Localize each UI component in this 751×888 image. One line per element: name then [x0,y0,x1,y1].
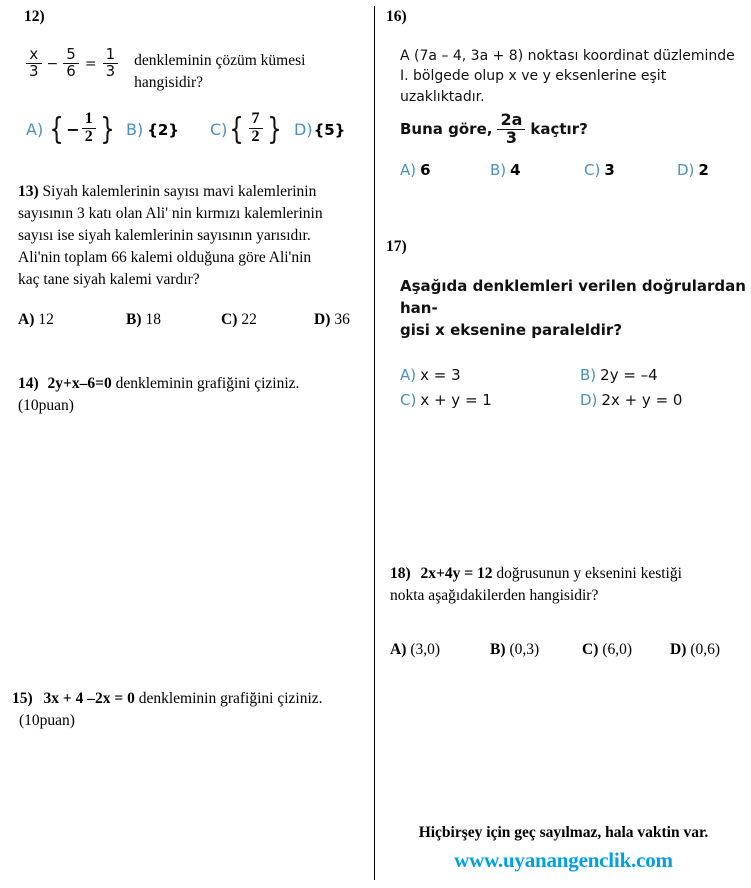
question-16-options [400,161,746,187]
option-value: 2y = –4 [600,366,658,385]
fraction-denominator: 2 [84,127,93,145]
footer-website-link[interactable]: www.uyanangenclik.com [454,848,673,872]
option-label: C) [210,119,228,139]
question-13-option-d[interactable] [314,309,350,331]
question-18-option-b[interactable] [490,639,539,661]
option-value: {2} [147,120,180,139]
option-value: (0,3) [509,641,540,658]
option-fraction [82,111,96,146]
right-column [376,0,751,888]
question-18-option-a[interactable] [390,639,440,661]
fraction-denominator: 2 [251,127,260,145]
option-label: C) [582,641,599,658]
option-value: x + y = 1 [420,391,492,410]
question-13-line-1 [18,181,366,203]
option-value: (6,0) [602,641,633,658]
question-18-option-d[interactable] [670,639,720,661]
option-label: A) [18,311,35,328]
question-15 [12,688,368,732]
fraction-5-over-6 [63,47,79,80]
fraction-numerator: 1 [82,111,96,129]
question-15-equation: 3x + 4 –2x = 0 [43,690,135,707]
question-17-number: 17) [386,238,407,255]
option-value: 2 [698,161,709,180]
option-value: {5} [313,120,346,139]
option-label: C) [221,311,238,328]
question-12-prompt [134,48,305,94]
question-16-option-c[interactable] [584,161,615,179]
question-12-equation [24,45,120,81]
left-brace-icon: { [49,111,64,147]
question-14-points: (10puan) [18,397,74,414]
question-14-equation: 2y+x–6=0 [47,375,112,392]
question-13-options [18,309,366,335]
question-15-prompt: denkleminin grafiğini çiziniz. [138,690,323,707]
question-12-option-b[interactable] [126,120,179,139]
question-12-option-d[interactable] [294,120,345,139]
option-value: 4 [510,161,521,180]
option-value: 3 [604,161,615,180]
question-14-prompt: denkleminin grafiğini çiziniz. [115,375,300,392]
question-13-text-line-2: sayısının 3 katı olan Ali' nin kırmızı kalemlerinin [18,205,323,222]
question-13-option-c[interactable] [221,309,257,331]
question-15-points: (10puan) [19,712,75,729]
fraction-numerator: 7 [249,111,263,129]
question-13-text-line-1: Siyah kalemlerinin sayısı mavi kalemlerinin [42,183,317,200]
minus-operator: − [46,56,59,73]
fraction-x-over-3 [26,47,42,80]
right-brace-icon: } [100,111,115,147]
equals-operator: = [84,56,97,73]
option-label: B) [126,120,144,139]
question-16-option-b[interactable] [490,161,521,179]
option-label: B) [126,311,142,328]
option-value: x = 3 [420,366,461,385]
question-16-option-d[interactable] [677,161,709,179]
question-14 [18,373,366,417]
option-sign: − [66,119,80,139]
question-17-option-a[interactable] [400,365,461,387]
option-label: A) [400,161,417,180]
option-value: 36 [334,311,350,328]
question-15-line-1 [12,688,368,710]
fraction-1-over-3 [103,47,119,80]
option-label: A) [390,641,407,658]
option-label: A) [400,366,417,385]
question-17 [386,238,746,415]
question-18-text-rest: doğrusunun y eksenini kestiği [496,565,682,582]
fraction-numerator: 1 [103,47,119,64]
question-12-number: 12) [24,8,45,25]
fraction-denominator: 6 [66,61,76,80]
question-17-text-line-1: Aşağıda denklemleri verilen doğrulardan han- [400,277,746,317]
question-12-prompt-line-2: hangisidir? [134,74,203,91]
question-12-option-a[interactable] [26,112,117,147]
fraction-denominator: 3 [29,61,39,80]
option-value: 6 [420,161,431,180]
question-18-number: 18) [390,565,411,582]
option-label: D) [294,120,313,139]
left-brace-icon: { [229,111,245,147]
question-18-options [390,639,740,665]
fraction-denominator: 3 [105,61,116,80]
question-13-text-line-4: Ali'nin toplam 66 kalemi olduğuna göre Ali'nin [18,249,312,266]
footer-quote: Hiçbirşey için geç sayılmaz, hala vaktin var. [418,824,709,841]
option-value: 12 [38,311,54,328]
question-16-text-line-1: A (7a – 4, 3a + 8) noktası koordinat düzleminde [400,48,735,64]
option-value [47,112,117,147]
question-16-ask-prefix: Buna göre, [400,120,493,139]
option-label: C) [584,161,601,180]
question-13-option-b[interactable] [126,309,161,331]
question-13-number: 13) [18,183,39,200]
question-13-option-a[interactable] [18,309,54,331]
question-17-option-c[interactable] [400,390,492,412]
option-label: A) [26,119,44,139]
option-label: C) [400,391,417,410]
fraction-numerator: x [26,47,42,64]
question-16-ask-suffix: kaçtır? [530,120,588,139]
fraction-denominator: 3 [505,127,517,147]
question-12-prompt-line-1: denkleminin çözüm kümesi [134,52,306,69]
question-17-options [400,365,746,415]
option-value: 18 [145,311,161,328]
question-15-number: 15) [12,690,33,707]
question-16-number: 16) [386,8,407,25]
question-14-number: 14) [18,375,39,392]
question-12-options [24,108,364,156]
question-18-line-1 [390,563,740,585]
question-16-body [400,46,746,147]
question-16-option-a[interactable] [400,161,431,179]
question-16-ask [400,109,746,148]
fraction-numerator: 2a [497,112,525,130]
option-fraction [249,111,263,146]
question-16 [386,8,746,187]
option-label: D) [314,311,331,328]
fraction-2a-over-3 [497,109,525,147]
question-12-body [24,45,364,94]
question-17-option-b[interactable] [580,365,658,387]
question-18-text-line-2: nokta aşağıdakilerden hangisidir? [390,587,599,604]
question-16-text-line-2: I. bölgede olup x ve y eksenlerine eşit uzaklıktadır. [400,68,667,105]
question-14-line-1 [18,373,366,395]
question-13-text-line-5: kaç tane siyah kalemi vardır? [18,271,200,288]
option-value: (3,0) [410,641,441,658]
question-17-body [400,276,746,341]
question-18 [390,563,740,665]
question-17-text-line-2: gisi x eksenine paraleldir? [400,320,623,339]
option-label: D) [670,641,687,658]
question-18-equation: 2x+4y = 12 [420,565,493,582]
right-brace-icon: } [266,111,282,147]
option-value: (0,6) [690,641,721,658]
question-12 [24,8,364,156]
question-13 [18,181,366,335]
option-label: B) [490,641,506,658]
question-18-option-c[interactable] [582,639,632,661]
fraction-numerator: 5 [63,47,79,64]
question-17-option-d[interactable] [580,390,682,412]
option-label: B) [580,366,597,385]
question-12-option-c[interactable] [210,112,284,147]
left-column [0,0,374,888]
column-divider [374,6,375,880]
option-value [227,112,283,147]
option-label: B) [490,161,507,180]
question-13-text-line-3: sayısı ise siyah kalemlerinin sayısının yarısıdır. [18,227,311,244]
option-value: 2x + y = 0 [601,391,683,410]
option-label: D) [580,391,598,410]
option-label: D) [677,161,695,180]
option-value: 22 [241,311,257,328]
